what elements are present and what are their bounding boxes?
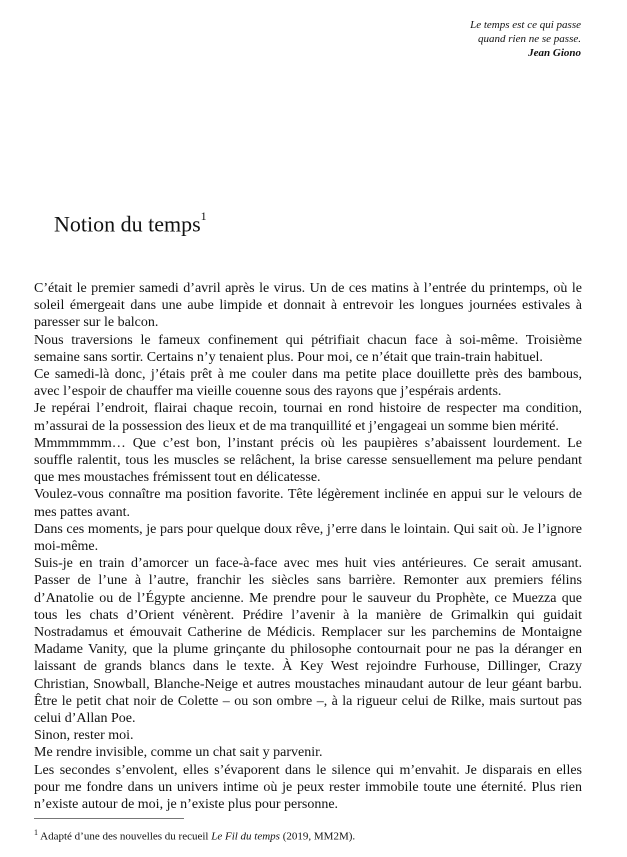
paragraph: Dans ces moments, je pars pour quelque doux rêve, j’erre dans le lointain. Qui sait où. Je l’ignore moi-même. [34,521,582,555]
footnote [34,826,584,844]
paragraph: Suis-je en train d’amorcer un face-à-face avec mes huit vies antérieures. Ce serait amusant. Passer de l’une à l’autre, franchir les siècles sans barrière. Remonter aux premiers félins d’Anatolie ou de l’Égypte ancienne. Me prendre pour le sauveur du Prophète, ce Muezza que tous les chats d’Orient vénèrent. Prédire l’avenir à la manière de Grimalkin qui guidait Nostradamus et émouvait Catherine de Médicis. Remplacer sur les parchemins de Montaigne Madame Vanity, que la plume grinçante du philosophe contournait pour ne pas la déranger en laissant de grands blancs dans le texte. À Key West rejoindre Furhouse, Dillinger, Crazy Christian, Snowball, Blanche-Neige et autres moustaches minaudant autour de leur géant barbu. Être le petit chat noir de Colette – ou son ombre –, à la rigueur celui de Rilke, mais surtout pas celui d’Allan Poe. [34,556,582,727]
epigraph-line: quand rien ne se passe. [478,33,581,45]
page-title [54,205,207,238]
footnote-marker: 1 [34,828,38,837]
paragraph: Nous traversions le fameux confinement qui pétrifiait chacun face à soi-même. Troisième semaine sans sortir. Certains n’y tenaient plus. Pour moi, ce n’était que train-train habituel. [34,332,582,365]
epigraph-line: Le temps est ce qui passe [470,19,581,31]
paragraph: Ce samedi-là donc, j’étais prêt à me couler dans ma petite place douillette près des bambous, avec l’espoir de chauffer ma vieille couenne sous des rayons que j’espérais ardents. [34,367,582,400]
paragraph: Mmmmmmm… Que c’est bon, l’instant précis où les paupières s’abaissent lourdement. Le souffle ralentit, tous les muscles se relâchent, la brise caresse sensuellement ma pelure pendant que mes moustaches frémissent tout en délicatesse. [34,435,582,486]
footnote-reference: 1 [200,209,207,223]
paragraph: C’était le premier samedi d’avril après le virus. Un de ces matins à l’entrée du printemps, où le soleil émergeait dans une aube limpide et donnait à entrevoir les longues journées estivales à paresser sur le balcon. [34,281,582,331]
footnote-text: Adapté d’une des nouvelles du recueil [40,830,212,843]
paragraph: Voulez-vous connaître ma position favorite. Tête légèrement inclinée en appui sur le velours de mes pattes avant. [34,487,582,520]
paragraph: Sinon, rester moi. [34,728,134,744]
epigraph [470,18,581,60]
footnote-book-title: Le Fil du temps [211,830,280,843]
paragraph: Je repérai l’endroit, flairai chaque recoin, tournai en rond histoire de respecter ma condition, m’assurai de la possession des lieux et de ma tranquillité et j’engageai un somme bien mérité. [34,401,582,434]
paragraph: Les secondes s’envolent, elles s’évaporent dans le silence qui m’envahit. Je disparais en elles pour me fondre dans un univers intime où je peux rester immobile toute une éternité. Plus rien n’existe autour de moi, je n’existe plus pour personne. [34,762,582,813]
body-text [34,280,582,813]
footnote-divider [34,818,184,819]
epigraph-author: Jean Giono [528,47,581,59]
title-text: Notion du temps [54,211,201,237]
paragraph: Me rendre invisible, comme un chat sait y parvenir. [34,745,323,761]
footnote-text-end: (2019, MM2M). [279,830,356,843]
